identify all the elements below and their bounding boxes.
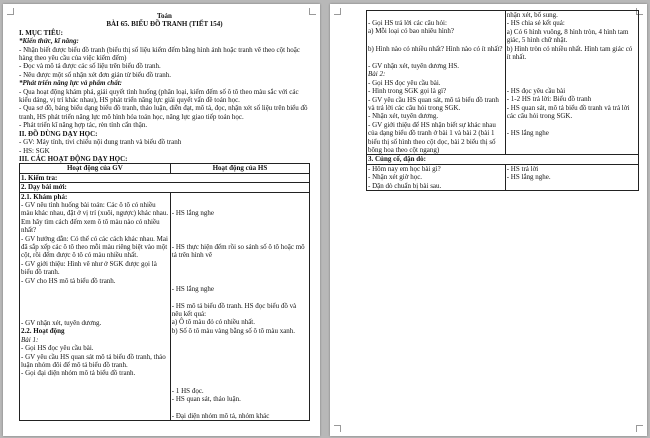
text-line: - GV: Máy tính, tivi chiếu nội dung tranh và biểu đồ tranh bbox=[19, 138, 182, 147]
cell-text: - GV nhận xét, tuyên dương. bbox=[21, 319, 102, 327]
cell-text: - HS quan sát, mô tả biểu đồ tranh và trả lời các câu hỏi trong SGK. bbox=[506, 103, 630, 121]
table-cell-gv bbox=[367, 11, 506, 155]
subsection-title: 2.1. Khám phá: bbox=[21, 192, 68, 201]
text-line: - Đọc và mô tả được các số liệu trên biểu đồ tranh. bbox=[19, 62, 161, 71]
subsection-title: 2.2. Hoạt động bbox=[21, 327, 65, 336]
exercise-title: Bài 2: bbox=[368, 70, 386, 79]
cell-text: - 1-2 HS trả lời: Biểu đồ tranh bbox=[506, 95, 592, 104]
cell-text: b) Hình nào có nhiều nhất? Hình nào có ít nhất? bbox=[368, 45, 503, 53]
cell-text: - GV nhận xét, tuyên dương HS. bbox=[368, 62, 459, 70]
cell-text: - Gọi HS đọc yêu cầu bài. bbox=[368, 78, 441, 87]
table-cell-gv bbox=[367, 164, 506, 190]
table-cell-gv bbox=[20, 192, 171, 421]
lesson-title: BÀI 65. BIỂU ĐỒ TRANH (TIẾT 154) bbox=[106, 20, 223, 29]
activity-table-continued bbox=[366, 10, 639, 191]
section-title: I. MỤC TIÊU: bbox=[19, 28, 64, 37]
page-left-content bbox=[19, 12, 310, 421]
cell-text: b) Hình tròn có nhiều nhất. Hình tam giác có ít nhất. bbox=[506, 45, 633, 62]
cell-text: - Gọi đại diện nhóm mô tả biểu đồ tranh. bbox=[21, 369, 136, 378]
page-right-content bbox=[366, 10, 639, 191]
cell-text: - Dặn dò chuẩn bị bài sau. bbox=[368, 181, 442, 190]
text-line: - Phát triển kĩ năng hợp tác, rèn tính cẩn thận. bbox=[19, 121, 148, 130]
cell-text: - Đại diện nhóm mô tả, nhóm khác bbox=[171, 411, 270, 420]
cell-text: - GV nêu tình huống bài toán: Các ô tô có nhiều màu khác nhau, đặt ở vị trí (xuôi, ngược) khác nhau. Em hãy tìm cách đếm xem ô tô màu nào có nhiều nhất? bbox=[21, 200, 169, 235]
column-header-gv: Hoạt động của GV bbox=[20, 164, 171, 173]
section-title: III. CÁC HOẠT ĐỘNG DẠY HỌC: bbox=[19, 154, 128, 163]
cell-text: - Hình trong SGK gọi là gì? bbox=[368, 87, 447, 96]
exercise-title: Bài 1: bbox=[21, 335, 39, 344]
cell-text: - GV cho HS mô tả biểu đồ tranh. bbox=[21, 276, 116, 285]
cell-text: - GV giới thiệu để HS nhận biết sự khác nhau của dạng biểu đồ tranh ở bài 1 và bài 2 (bài 1 biểu thị số hình theo cột dọc, bài 2 biểu thị số bông hoa theo cột ngang) bbox=[368, 120, 496, 155]
table-cell-hs bbox=[505, 164, 638, 190]
cell-text: - 1 HS đọc. bbox=[171, 386, 204, 395]
cell-text: - Nhận xét, tuyên dương. bbox=[368, 112, 439, 121]
table-cell-hs bbox=[505, 11, 638, 155]
document-page-left bbox=[3, 4, 320, 436]
subject-heading: Toán bbox=[157, 12, 172, 20]
cell-text: - HS đọc yêu cầu bài bbox=[506, 87, 566, 95]
subsection-title: *Phát triển năng lực và phẩm chất: bbox=[19, 79, 122, 88]
crop-mark bbox=[334, 425, 341, 432]
cell-text: - Hôm nay em học bài gì? bbox=[368, 164, 441, 173]
cell-text: - Gọi HS trả lời các câu hỏi: a) Mỗi loại có bao nhiêu hình? bbox=[368, 19, 454, 36]
cell-text: - HS lắng nghe bbox=[171, 284, 214, 293]
cell-text: - HS trả lời bbox=[506, 164, 539, 173]
text-line: - Qua sơ đồ, bảng biểu dạng biểu đồ tranh, thảo luận, diễn đạt, mô tả, đọc, nhận xét số liệu trên biểu đồ tranh, HS phát triển năng lực mô hình hóa toán học, năng lực giao tiếp toán học. bbox=[19, 104, 308, 121]
cell-text: - HS lắng nghe bbox=[171, 208, 214, 217]
column-header-hs: Hoạt động của HS bbox=[170, 164, 309, 173]
cell-text: - HS mô tả biểu đồ tranh. HS đọc biểu đồ và nêu kết quả: a) Ô tô màu đỏ có nhiều nhất. b) Số ô tô màu vàng bằng số ô tô màu xanh. bbox=[171, 301, 297, 335]
cell-text: - GV hướng dẫn: Có thể có các cách khác nhau. Mai đã sắp xếp các ô tô theo mỗi màu riêng biệt vào một cột, rồi đếm được ô tô có màu nhiều nhất. bbox=[21, 234, 168, 260]
cell-text: - HS lắng nghe bbox=[506, 128, 549, 137]
cell-text: - GV yêu cầu HS quan sát mô tả biểu đồ tranh, thảo luận nhóm đôi để mô tả biểu đồ tranh. bbox=[21, 352, 166, 370]
section-title: II. ĐỒ DÙNG DẠY HỌC: bbox=[19, 129, 98, 138]
text-line: - Nhận biết được biểu đồ tranh (biểu thị số liệu kiểm đếm bằng hình ảnh hoặc tranh vẽ theo cột hoặc hàng theo yêu cầu của việc kiểm đếm) bbox=[19, 45, 300, 63]
table-cell-hs bbox=[170, 192, 309, 421]
text-line: - Nêu được một số nhận xét đơn giản từ biểu đồ tranh. bbox=[19, 70, 172, 79]
text-line: - HS: SGK bbox=[19, 146, 50, 155]
crop-mark bbox=[7, 8, 14, 15]
table-section-row: 3. Củng cố, dặn dò: bbox=[367, 155, 639, 164]
cell-text: - Nhận xét giờ học. bbox=[368, 173, 423, 182]
table-section-row: 1. Kiểm tra: bbox=[20, 173, 310, 182]
cell-text: - HS lắng nghe. bbox=[506, 173, 551, 182]
cell-text: nhận xét, bổ sung. - HS chia sẻ kết quả: a) Có 6 hình vuông, 8 hình tròn, 4 hình tam giác, 5 hình chữ nhật. bbox=[506, 11, 629, 45]
activity-table bbox=[19, 163, 310, 421]
subsection-title: *Kiến thức, kĩ năng: bbox=[19, 37, 79, 46]
table-section-row: 2. Dạy bài mới: bbox=[20, 183, 310, 192]
cell-text: - GV yêu cầu HS quan sát, mô tả biểu đồ tranh và trả lời các câu hỏi trong SGK. bbox=[368, 95, 499, 113]
document-page-right bbox=[330, 4, 647, 436]
cell-text: - Gọi HS đọc yêu cầu bài. bbox=[21, 344, 94, 353]
cell-text: - GV giới thiệu: Hình vẽ như ở SGK được gọi là biểu đồ tranh. bbox=[21, 259, 157, 277]
cell-text: - HS thực hiện đếm rồi so sánh số ô tô hoặc mô tả trên hình vẽ bbox=[171, 242, 305, 259]
text-line: - Qua hoạt động khám phá, giải quyết tình huống (phân loại, kiểm đếm số ô tô theo màu sắc với các kiểu dáng, vị trí khác nhau), HS phát triển năng lực giải quyết vấn đề toán học. bbox=[19, 87, 299, 105]
crop-mark bbox=[334, 8, 341, 15]
cell-text: - HS quan sát, thảo luận. bbox=[171, 394, 241, 403]
cell-spacer bbox=[21, 285, 169, 319]
crop-mark bbox=[309, 8, 316, 15]
crop-mark bbox=[636, 425, 643, 432]
